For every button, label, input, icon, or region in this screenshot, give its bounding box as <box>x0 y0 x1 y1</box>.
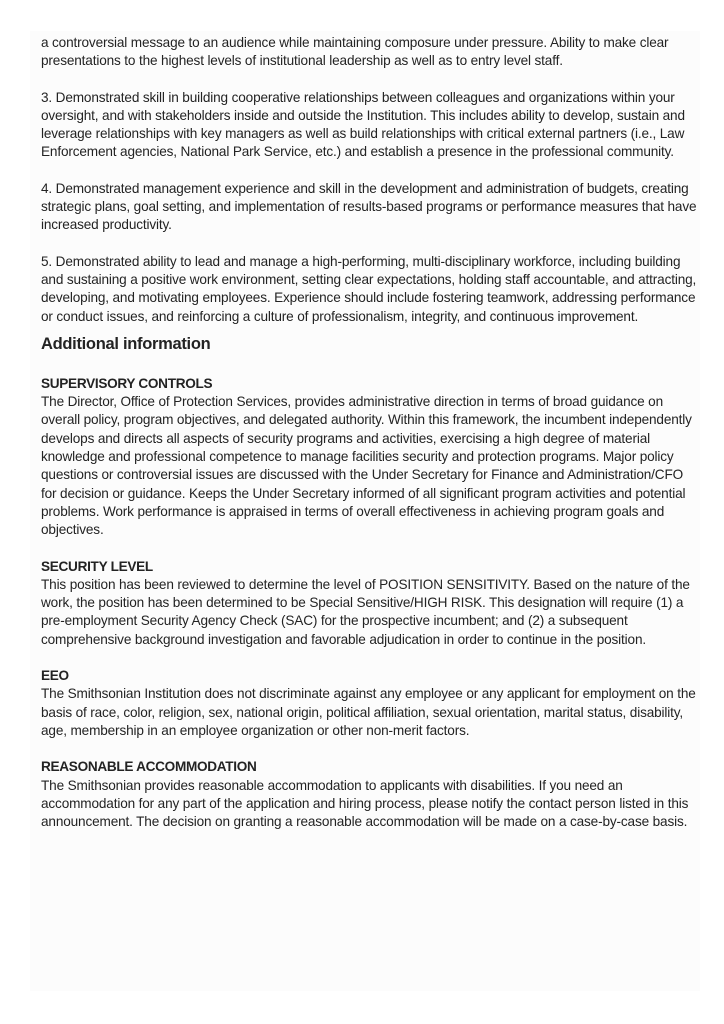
intro-continuation-paragraph: a controversial message to an audience while maintaining composure under pressure. Ability to make clear presentations to the highest levels of institutional leadership as well as to entry level staff. <box>41 35 669 69</box>
job-announcement-content <box>30 31 700 991</box>
section-body: The Smithsonian Institution does not discriminate against any employee or any applicant for employment on the basis of race, color, religion, sex, national origin, political affiliation, sexual orientation, marital status, disability, age, membership in an employee organization or other non-merit factors. <box>41 686 696 738</box>
spacer <box>41 540 700 558</box>
spacer <box>41 355 700 375</box>
section-body: The Director, Office of Protection Services, provides administrative direction in terms of broad guidance on overall policy, program objectives, and delegated authority. Within this framework, the incumbent independently develops and directs all aspects of security programs and activities, exercising a high degree of material knowledge and professional competence to manage facilities security and protection programs. Major policy questions or controversial issues are discussed with the Under Secretary for Finance and Administration/CFO for decision or guidance. Keeps the Under Secretary informed of all significant program activities and potential problems. Work performance is appraised in terms of overall effectiveness in achieving program goals and objectives. <box>41 394 692 538</box>
qualification-4: 4. Demonstrated management experience and skill in the development and administration of budgets, creating strategic plans, goal setting, and implementation of results-based programs or performance measures that have increased productivity. <box>41 180 697 233</box>
spacer <box>41 740 700 758</box>
qualification-3: 3. Demonstrated skill in building cooperative relationships between colleagues and organizations within your oversight, and with stakeholders inside and outside the Institution. This includes ability to develop, sustain and leverage relationships with key managers as well as build relationships with critical external partners (i.e., Law Enforcement agencies, National Park Service, etc.) and establish a presence in the professional community. <box>41 89 685 160</box>
qualification-5: 5. Demonstrated ability to lead and manage a high-performing, multi-disciplinary workforce, including building and sustaining a positive work environment, setting clear expectations, holding staff accountable, and attracting, developing, and motivating employees. Experience should include fostering teamwork, addressing performance or conduct issues, and reinforcing a culture of professionalism, integrity, and continuous improvement. <box>41 253 697 324</box>
section-title: SUPERVISORY CONTROLS <box>41 375 213 391</box>
spacer <box>41 649 700 667</box>
section-supervisory-controls <box>41 375 700 540</box>
additional-information-heading: Additional information <box>41 334 211 353</box>
spacer <box>41 235 700 253</box>
section-reasonable-accommodation <box>41 758 700 831</box>
spacer <box>41 71 700 89</box>
section-security-level <box>41 558 700 649</box>
section-body: The Smithsonian provides reasonable accommodation to applicants with disabilities. If you need an accommodation for any part of the application and hiring process, please notify the contact person listed in this announcement. The decision on granting a reasonable accommodation will be made on a case-by-case basis. <box>41 777 689 830</box>
section-title: EEO <box>41 668 69 684</box>
section-body: This position has been reviewed to determine the level of POSITION SENSITIVITY. Based on the nature of the work, the position has been determined to be Special Sensitive/HIGH RISK. This designation will require (1) a pre-employment Security Agency Check (SAC) for the prospective incumbent; and (2) a subsequent comprehensive background investigation and favorable adjudication in order to continue in the position. <box>41 576 690 647</box>
section-title: SECURITY LEVEL <box>41 558 153 574</box>
section-title: REASONABLE ACCOMMODATION <box>41 759 257 775</box>
spacer <box>41 162 700 180</box>
section-eeo <box>41 667 700 740</box>
